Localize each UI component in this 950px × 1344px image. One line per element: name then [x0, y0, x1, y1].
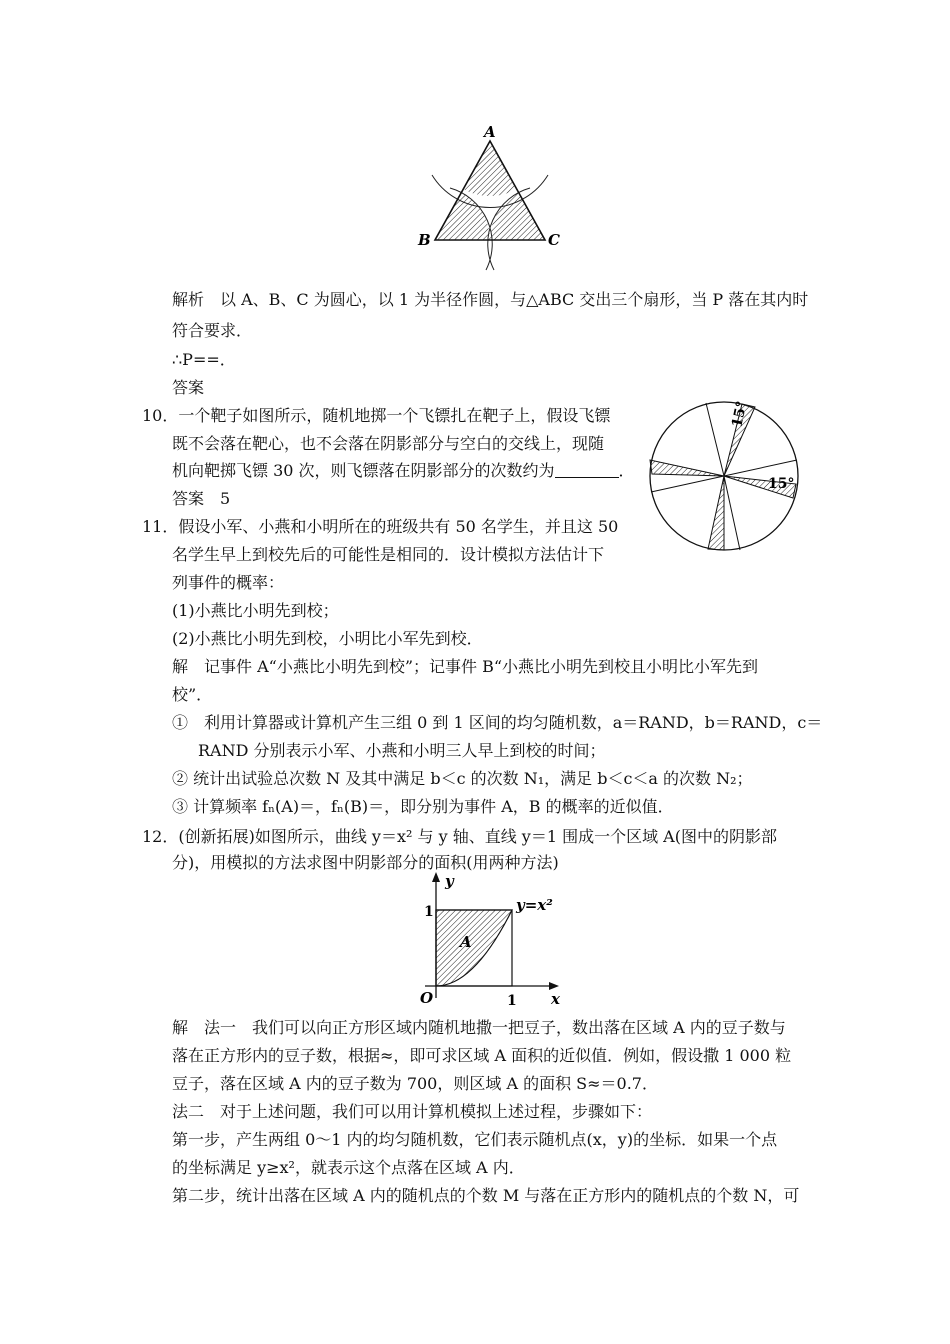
text-line: 豆子，落在区域 A 内的豆子数为 700，则区域 A 的面积 S≈＝0.7．: [172, 1074, 658, 1093]
text-line: ② 统计出试验总次数 N 及其中满足 b＜c 的次数 N₁，满足 b＜c＜a 的次数 N₂；: [172, 769, 753, 788]
text-line: 既不会落在靶心，也不会落在阴影部分与空白的交线上，现随: [172, 434, 605, 453]
vertex-c-label: C: [548, 231, 560, 249]
text-line: 符合要求．: [172, 321, 253, 340]
vertex-b-label: B: [418, 231, 431, 249]
region-label: A: [460, 933, 472, 951]
text-line: 10．一个靶子如图所示，随机地掷一个飞镖扎在靶子上，假设飞镖: [142, 406, 611, 425]
text-line: 列事件的概率：: [172, 573, 285, 592]
text-line: 答案 5: [172, 489, 231, 508]
text-line: 校”．: [172, 685, 213, 704]
text-line: ③ 计算频率 fₙ(A)＝，fₙ(B)＝，即分别为事件 A，B 的概率的近似值．: [172, 797, 674, 816]
angle-label-right: 15°: [768, 476, 795, 492]
angle-label-top: 15°: [729, 400, 751, 429]
text-line: 解析 以 A、B、C 为圆心，以 1 为半径作圆，与△ABC 交出三个扇形，当 P 落在其内时: [172, 290, 809, 309]
text-line: [172, 460, 635, 482]
text-line: ① 利用计算器或计算机产生三组 0 到 1 区间的均匀随机数，a＝RAND，b＝RAND，c＝: [172, 713, 823, 732]
text-line: 第二步，统计出落在区域 A 内的随机点的个数 M 与落在正方形内的随机点的个数 N，可: [172, 1186, 800, 1205]
text-line: 落在正方形内的豆子数，根据≈，即可求区域 A 面积的近似值．例如，假设撒 1 000 粒: [172, 1046, 792, 1065]
text-line: 解 法一 我们可以向正方形区域内随机地撒一把豆子，数出落在区域 A 内的豆子数与: [172, 1018, 786, 1037]
target-figure: [648, 400, 800, 552]
text-line: 解 记事件 A“小燕比小明先到校”；记事件 B“小燕比小明先到校且小明比小军先到: [172, 657, 759, 676]
question-end: ．: [618, 461, 635, 480]
question-text: 机向靶掷飞镖 30 次，则飞镖落在阴影部分的次数约为: [172, 461, 555, 480]
x-tick-label: 1: [507, 993, 517, 1009]
text-line: (1)小燕比小明先到校；: [172, 601, 339, 620]
curve-diagram: [405, 870, 575, 1010]
text-line: (2)小燕比小明先到校，小明比小军先到校．: [172, 629, 483, 648]
triangle-figure: [410, 120, 570, 280]
text-line: 名学生早上到校先后的可能性是相同的．设计模拟方法估计下: [172, 545, 605, 564]
text-line: 第一步，产生两组 0～1 内的均匀随机数，它们表示随机点(x，y)的坐标．如果一个点: [172, 1130, 778, 1149]
origin-label: O: [420, 989, 434, 1007]
answer-blank: [555, 463, 619, 478]
y-tick-label: 1: [424, 904, 434, 920]
region-a: [436, 910, 512, 986]
vertex-a-label: A: [484, 123, 496, 141]
curve-figure: [405, 870, 575, 1010]
text-line: RAND 分别表示小军、小燕和小明三人早上到校的时间；: [198, 741, 606, 760]
triangle-diagram: [410, 120, 570, 280]
curve-label: y=x²: [516, 896, 553, 914]
text-line: 法二 对于上述问题，我们可以用计算机模拟上述过程，步骤如下：: [172, 1102, 653, 1121]
text-line: 答案: [172, 378, 205, 397]
target-diagram: [648, 400, 800, 552]
text-line: 11．假设小军、小燕和小明所在的班级共有 50 名学生，并且这 50: [142, 517, 619, 536]
text-line: ∴P==．: [172, 350, 236, 369]
text-line: 分)，用模拟的方法求图中阴影部分的面积(用两种方法): [172, 853, 559, 872]
text-line: 的坐标满足 y≥x²，就表示这个点落在区域 A 内．: [172, 1158, 525, 1177]
x-axis-label: x: [551, 990, 560, 1008]
y-axis-label: y: [445, 872, 454, 890]
text-line: 12．(创新拓展)如图所示，曲线 y＝x² 与 y 轴、直线 y＝1 围成一个区域 A(图中的阴影部: [142, 827, 777, 846]
